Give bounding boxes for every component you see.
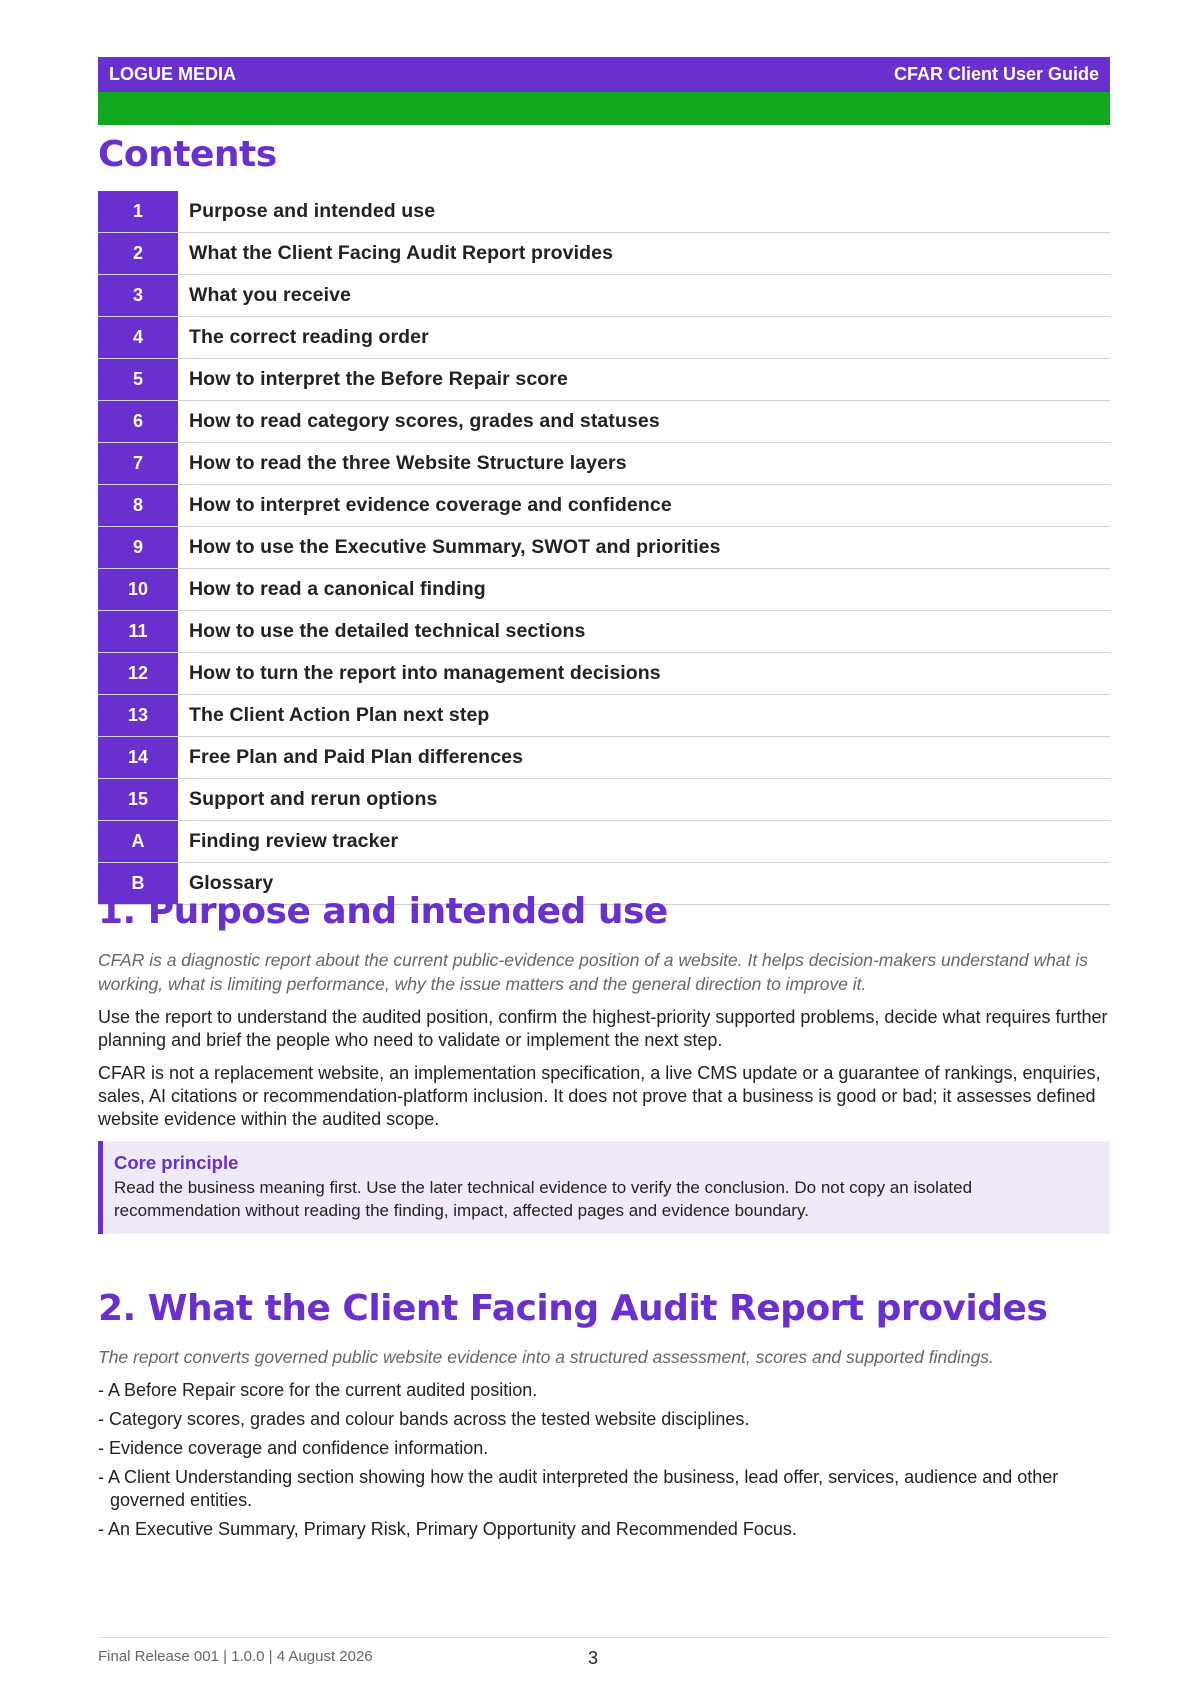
toc-label: How to read category scores, grades and statuses [189, 410, 660, 432]
toc-entry[interactable] [98, 233, 1110, 275]
section-1-title: 1. Purpose and intended use [98, 891, 668, 932]
provides-list [98, 1379, 1110, 1541]
brand-name: LOGUE MEDIA [109, 64, 237, 84]
toc-number: 1 [98, 191, 178, 232]
toc-label: What you receive [189, 284, 351, 306]
section-1-paragraph: Use the report to understand the audited position, confirm the highest-priority supported problems, decide what requires further planning and brief the people who need to validate or implement the next step. [98, 1007, 1108, 1050]
callout-title: Core principle [114, 1152, 239, 1173]
toc-label: How to interpret evidence coverage and confidence [189, 494, 672, 516]
page-number: 3 [588, 1648, 599, 1668]
toc-label: How to interpret the Before Repair score [189, 368, 568, 390]
toc-label: Support and rerun options [189, 788, 438, 810]
page-footer [98, 1637, 1110, 1668]
toc-number: 6 [98, 401, 178, 442]
document-header [98, 57, 1110, 92]
list-item: - A Client Understanding section showing how the audit interpreted the business, lead offer, services, audience and other governed entities. [98, 1467, 1059, 1510]
table-of-contents [98, 191, 1110, 905]
toc-entry[interactable] [98, 611, 1110, 653]
toc-label: How to use the Executive Summary, SWOT and priorities [189, 536, 721, 558]
section-1-lede: CFAR is a diagnostic report about the current public-evidence position of a website. It helps decision-makers understand what is working, what is limiting performance, why the issue matters and the general direction to improve it. [98, 950, 1088, 994]
toc-number: 12 [98, 653, 178, 694]
header-accent-bar [98, 92, 1110, 125]
toc-number: 10 [98, 569, 178, 610]
toc-number: 15 [98, 779, 178, 820]
callout-body: Read the business meaning first. Use the later technical evidence to verify the conclusion. Do not copy an isolated recommendation without reading the finding, impact, affected pages and evidence boundary. [114, 1178, 973, 1220]
toc-number: 3 [98, 275, 178, 316]
toc-entry[interactable] [98, 569, 1110, 611]
toc-number: 14 [98, 737, 178, 778]
toc-number: 11 [98, 611, 178, 652]
list-item: - Category scores, grades and colour bands across the tested website disciplines. [98, 1409, 750, 1429]
toc-number: 9 [98, 527, 178, 568]
toc-label: How to read a canonical finding [189, 578, 486, 600]
section-report-provides [98, 1287, 1110, 1547]
release-info: Final Release 001 | 1.0.0 | 4 August 2026 [98, 1648, 373, 1665]
toc-entry[interactable] [98, 275, 1110, 317]
toc-number: 4 [98, 317, 178, 358]
page-body [98, 57, 1110, 905]
toc-number: 5 [98, 359, 178, 400]
toc-label: How to use the detailed technical sections [189, 620, 586, 642]
toc-entry[interactable] [98, 821, 1110, 863]
toc-entry[interactable] [98, 737, 1110, 779]
section-2-title: 2. What the Client Facing Audit Report provides [98, 1288, 1048, 1329]
toc-entry[interactable] [98, 779, 1110, 821]
toc-label: What the Client Facing Audit Report provides [189, 242, 614, 264]
toc-entry[interactable] [98, 191, 1110, 233]
toc-entry[interactable] [98, 653, 1110, 695]
toc-number: B [98, 863, 178, 904]
toc-label: How to turn the report into management decisions [189, 662, 661, 684]
section-purpose [98, 890, 1110, 1234]
section-1-paragraph: CFAR is not a replacement website, an implementation specification, a live CMS update or a guarantee of rankings, enquiries, sales, AI citations or recommendation-platform inclusion. It does not prove that a business is good or bad; it assesses defined website evidence within the audited scope. [98, 1063, 1101, 1129]
toc-number: A [98, 821, 178, 862]
toc-label: How to read the three Website Structure layers [189, 452, 627, 474]
contents-heading: Contents [98, 134, 277, 175]
toc-label: Free Plan and Paid Plan differences [189, 746, 524, 768]
toc-label: The Client Action Plan next step [189, 704, 490, 726]
toc-label: Glossary [189, 872, 274, 894]
toc-number: 7 [98, 443, 178, 484]
toc-entry[interactable] [98, 695, 1110, 737]
toc-entry[interactable] [98, 359, 1110, 401]
toc-number: 2 [98, 233, 178, 274]
document-title: CFAR Client User Guide [893, 64, 1099, 84]
core-principle-callout [98, 1141, 1110, 1234]
toc-label: Purpose and intended use [189, 200, 436, 222]
toc-number: 8 [98, 485, 178, 526]
toc-entry[interactable] [98, 317, 1110, 359]
toc-entry[interactable] [98, 443, 1110, 485]
list-item: - A Before Repair score for the current audited position. [98, 1380, 538, 1400]
section-2-lede: The report converts governed public website evidence into a structured assessment, scores and supported findings. [98, 1347, 994, 1367]
toc-label: The correct reading order [189, 326, 429, 348]
toc-entry[interactable] [98, 527, 1110, 569]
list-item: - Evidence coverage and confidence information. [98, 1438, 489, 1458]
toc-number: 13 [98, 695, 178, 736]
list-item: - An Executive Summary, Primary Risk, Primary Opportunity and Recommended Focus. [98, 1519, 797, 1539]
toc-entry[interactable] [98, 401, 1110, 443]
toc-entry[interactable] [98, 485, 1110, 527]
toc-label: Finding review tracker [189, 830, 399, 852]
